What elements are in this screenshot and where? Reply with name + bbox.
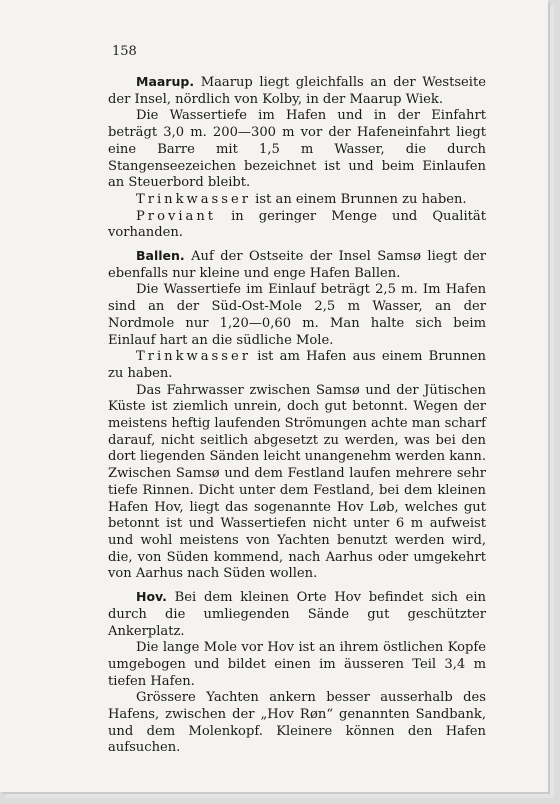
paragraph xyxy=(108,349,486,382)
paragraph xyxy=(108,640,486,690)
paragraph xyxy=(108,248,486,282)
paragraph xyxy=(108,690,486,757)
spaced-term: Trinkwasser xyxy=(136,191,252,207)
paragraph-text: Grössere Yachten ankern besser ausserhalb des Hafens, zwischen der „Hov Røn“ genannten Sandbank, und dem Molenkopf. Kleinere können den Hafen aufsuchen. xyxy=(108,690,486,756)
spaced-term: Proviant xyxy=(136,208,217,224)
paragraph-text: Die lange Mole vor Hov ist an ihrem östlichen Kopfe umgebogen und bildet einen im äusseren Teil 3,4 m tiefen Hafen. xyxy=(108,640,486,689)
paragraph xyxy=(108,209,486,242)
paragraph-text: Die Wassertiefe im Hafen und in der Einfahrt beträgt 3,0 m. 200—300 m vor der Hafeneinfahrt liegt eine Barre mit 1,5 m Wasser, die durch Stangenseezeichen bezeichnet ist und beim Einlaufen an Steuerbord bleibt. xyxy=(108,108,486,191)
paragraph-text: ist am Hafen aus einem Brunnen zu haben. xyxy=(108,349,486,381)
paragraph-text: Die Wassertiefe im Einlauf beträgt 2,5 m. Im Hafen sind an der Süd-Ost-Mole 2,5 m Wasser, an der Nordmole nur 1,20—0,60 m. Man halte sich beim Einlauf hart an die südliche Mole. xyxy=(108,282,486,348)
paragraph xyxy=(108,192,486,209)
paragraph xyxy=(108,282,486,349)
paragraph-text: Auf der Ostseite der Insel Samsø liegt der ebenfalls nur kleine und enge Hafen Ballen. xyxy=(108,249,486,281)
paragraph xyxy=(108,589,486,640)
body-text xyxy=(108,74,486,757)
paragraph-text: in geringer Menge und Qualität vorhanden. xyxy=(108,208,486,241)
paragraph-text: Bei dem kleinen Orte Hov befindet sich ein durch die umliegenden Sände gut geschützter Ankerplatz. xyxy=(108,590,486,639)
section-heading: Hov. xyxy=(136,589,167,605)
spaced-term: Trinkwasser xyxy=(136,349,252,365)
paragraph xyxy=(108,108,486,192)
paragraph-text: Das Fahrwasser zwischen Samsø und der Jütischen Küste ist ziemlich unrein, doch gut betonnt. Wegen der meistens heftig laufenden Strömungen achte man scharf darauf, nicht seitlich abgesetzt zu werden, was bei den dort liegenden Sänden leicht unangenehm werden kann. Zwischen Samsø und dem Festland laufen mehrere sehr tiefe Rinnen. Dicht unter dem Festland, bei dem kleinen Hafen Hov, liegt das sogenannte Hov Løb, welches gut betonnt ist und Wassertiefen nicht unter 6 m aufweist und wohl meistens von Yachten benutzt werden wird, die, von Süden kommend, nach Aarhus oder umgekehrt von Aarhus nach Süden wollen. xyxy=(108,382,486,582)
paragraph xyxy=(108,74,486,108)
paragraph-text: ist an einem Brunnen zu haben. xyxy=(251,191,467,207)
section-heading: Maarup. xyxy=(136,74,195,89)
page-number: 158 xyxy=(112,44,137,59)
section-heading: Ballen. xyxy=(136,248,185,264)
paragraph xyxy=(108,383,486,583)
paragraph-text: Maarup liegt gleichfalls an der Westseite der Insel, nördlich von Kolby, in der Maarup Wiek. xyxy=(108,75,486,107)
